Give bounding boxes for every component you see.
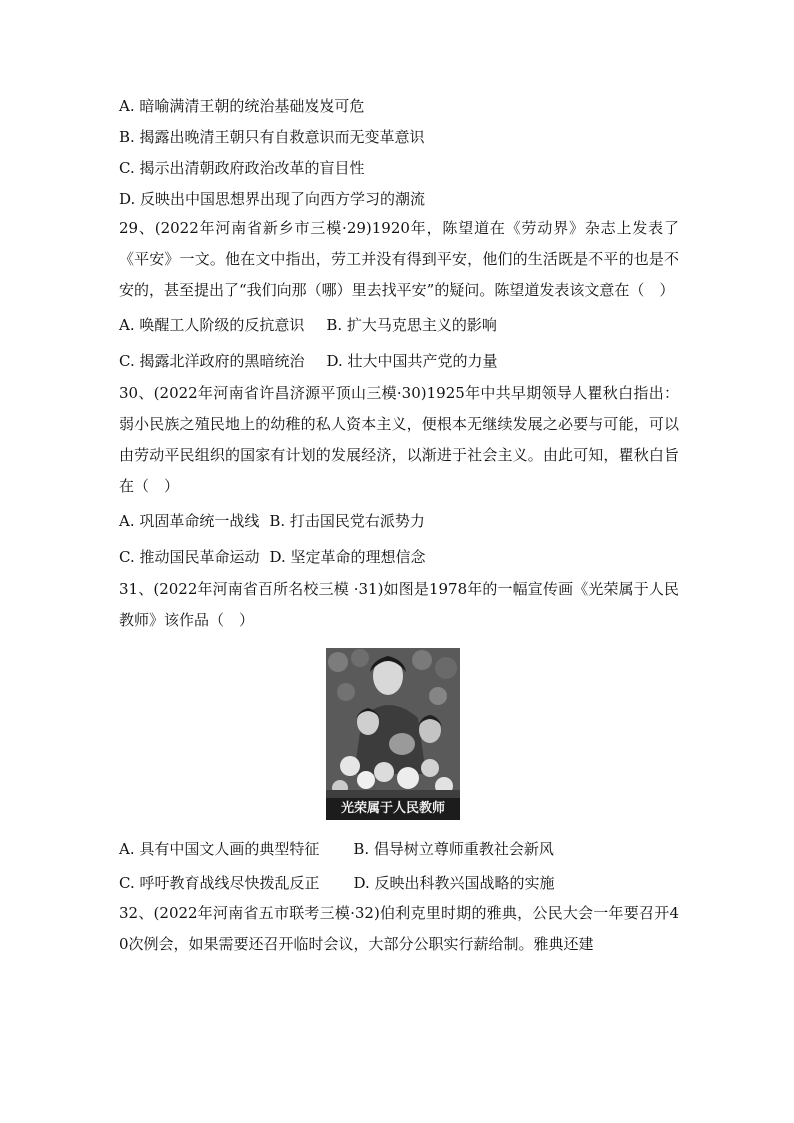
q30-stem: 30、(2022年河南省许昌济源平顶山三模·30)1925年中共早期领导人瞿秋白指出：弱小民族之殖民地上的幼稚的私人资本主义，便根本无继续发展之必要与可能，可以由劳动平民组织的国家有计划的发展经济，以渐进于社会主义。由此可知，瞿秋白旨在（ ） — [119, 384, 679, 495]
q29-option-b: B. 扩大马克思主义的影响 — [326, 315, 497, 334]
q28-option-b: B. 揭露出晚清王朝只有自救意识而无变革意识 — [119, 128, 425, 146]
propaganda-poster-image — [326, 648, 460, 820]
q28-option-a: A. 暗喻满清王朝的统治基础岌岌可危 — [119, 97, 365, 115]
q32-stem: 32、(2022年河南省五市联考三模·32)伯利克里时期的雅典，公民大会一年要召开40次例会，如果需要还召开临时会议，大部分公职实行薪给制。雅典还建 — [119, 904, 679, 953]
q29-option-d: D. 壮大中国共产党的力量 — [326, 351, 498, 370]
q31-options-row-2 — [119, 866, 679, 898]
poster-caption: 光荣属于人民教师 — [326, 798, 460, 820]
q28-option-d: D. 反映出中国思想界出现了向西方学习的潮流 — [119, 190, 426, 208]
poster-illustration — [326, 648, 460, 820]
q30-option-b: B. 打击国民党右派势力 — [269, 511, 425, 530]
q30-option-d: D. 坚定革命的理想信念 — [269, 547, 426, 566]
q29-option-a: A. 唤醒工人阶级的反抗意识 — [119, 315, 305, 334]
q28-option-c: C. 揭示出清朝政府政治改革的盲目性 — [119, 159, 365, 177]
q29-options-row-1 — [119, 306, 679, 342]
q29-stem: 29、(2022年河南省新乡市三模·29)1920年，陈望道在《劳动界》杂志上发表了《平安》一文。他在文中指出，劳工并没有得到平安，他们的生活既是不平的也是不安的，甚至提出了“我们向那（哪）里去找平安”的疑问。陈望道发表该文意在（ ） — [119, 219, 679, 299]
q29-options-row-2 — [119, 342, 679, 378]
q30-options-row-2 — [119, 538, 679, 574]
exam-page — [119, 96, 679, 960]
q31-option-a: A. 具有中国文人画的典型特征 — [119, 839, 320, 858]
poster-container — [119, 648, 679, 820]
q30-options-row-1 — [119, 502, 679, 538]
q30-option-c: C. 推动国民革命运动 — [119, 547, 260, 566]
q31-option-b: B. 倡导树立尊师重教社会新风 — [353, 839, 554, 858]
q29-option-c: C. 揭露北洋政府的黑暗统治 — [119, 351, 305, 370]
q31-option-d: D. 反映出科教兴国战略的实施 — [353, 873, 555, 892]
q30-option-a: A. 巩固革命统一战线 — [119, 511, 260, 530]
q31-option-c: C. 呼吁教育战线尽快拨乱反正 — [119, 873, 320, 892]
q31-options-row-1 — [119, 830, 679, 866]
q31-stem: 31、(2022年河南省百所名校三模 ·31)如图是1978年的一幅宣传画《光荣属于人民教师》该作品（ ） — [119, 580, 679, 629]
